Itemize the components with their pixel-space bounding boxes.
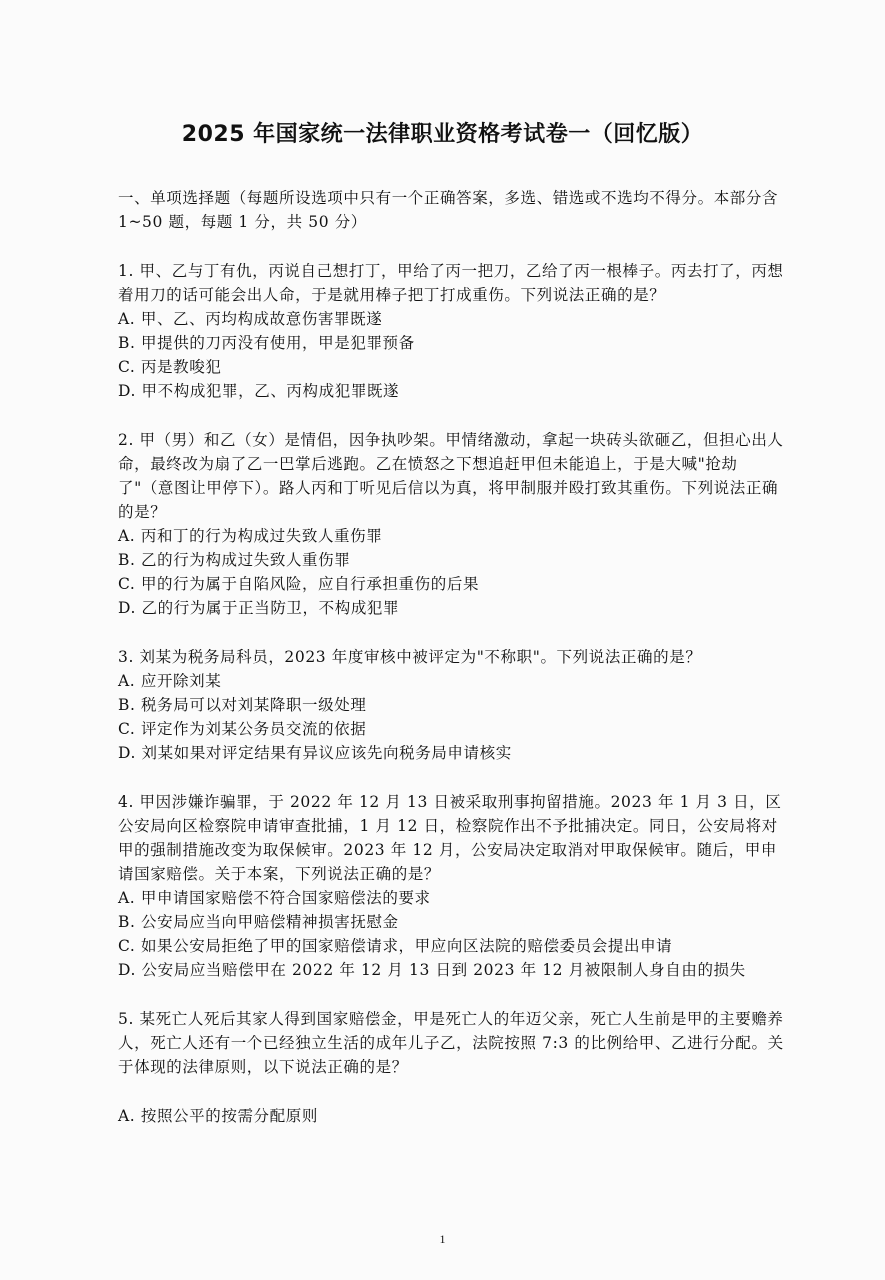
option-c: C. 如果公安局拒绝了甲的国家赔偿请求，甲应向区法院的赔偿委员会提出申请 — [118, 937, 673, 955]
option-d: D. 甲不构成犯罪，乙、丙构成犯罪既遂 — [118, 382, 400, 400]
option-a: A. 按照公平的按需分配原则 — [118, 1107, 318, 1125]
question-stem: 3. 刘某为税务局科员，2023 年度审核中被评定为"不称职"。下列说法正确的是？ — [118, 648, 702, 666]
option-b: B. 公安局应当向甲赔偿精神损害抚慰金 — [118, 913, 399, 931]
option-a: A. 丙和丁的行为构成过失致人重伤罪 — [118, 527, 383, 545]
option-a: A. 应开除刘某 — [118, 672, 222, 690]
question-stem: 5. 某死亡人死后其家人得到国家赔偿金，甲是死亡人的年迈父亲，死亡人生前是甲的主要赡养人，死亡人还有一个已经独立生活的成年儿子乙，法院按照 7:3 的比例给甲、乙进行分配。关于体现的法律原则，以下说法正确的是？ — [118, 1010, 784, 1076]
option-d: D. 刘某如果对评定结果有异议应该先向税务局申请核实 — [118, 744, 512, 762]
question-2 — [118, 428, 786, 620]
option-d: D. 乙的行为属于正当防卫，不构成犯罪 — [118, 599, 400, 617]
option-a: A. 甲、乙、丙均构成故意伤害罪既遂 — [118, 310, 383, 328]
option-b: B. 甲提供的刀丙没有使用，甲是犯罪预备 — [118, 334, 415, 352]
option-b: B. 税务局可以对刘某降职一级处理 — [118, 696, 367, 714]
option-c: C. 评定作为刘某公务员交流的依据 — [118, 720, 367, 738]
section-intro: 一、单项选择题（每题所设选项中只有一个正确答案，多选、错选或不选均不得分。本部分含 1~50 题，每题 1 分，共 50 分） — [118, 189, 779, 231]
option-d: D. 公安局应当赔偿甲在 2022 年 12 月 13 日到 2023 年 12 月被限制人身自由的损失 — [118, 961, 746, 979]
option-c: C. 丙是教唆犯 — [118, 358, 222, 376]
document-body — [118, 186, 786, 1153]
option-a: A. 甲申请国家赔偿不符合国家赔偿法的要求 — [118, 889, 431, 907]
page-number: 1 — [439, 1232, 446, 1246]
question-stem: 1. 甲、乙与丁有仇，丙说自己想打丁，甲给了丙一把刀，乙给了丙一根棒子。丙去打了，丙想着用刀的话可能会出人命，于是就用棒子把丁打成重伤。下列说法正确的是？ — [118, 262, 784, 304]
question-1 — [118, 259, 786, 403]
option-c: C. 甲的行为属于自陷风险，应自行承担重伤的后果 — [118, 575, 480, 593]
option-b: B. 乙的行为构成过失致人重伤罪 — [118, 551, 351, 569]
question-stem: 2. 甲（男）和乙（女）是情侣，因争执吵架。甲情绪激动，拿起一块砖头欲砸乙，但担心出人命，最终改为扇了乙一巴掌后逃跑。乙在愤怒之下想追赶甲但未能追上，于是大喊"抢劫了"（意图让甲停下）。路人丙和丁听见后信以为真，将甲制服并殴打致其重伤。下列说法正确的是？ — [118, 431, 784, 521]
question-5 — [118, 1007, 786, 1128]
question-3 — [118, 645, 786, 765]
question-4 — [118, 790, 786, 982]
question-stem: 4. 甲因涉嫌诈骗罪，于 2022 年 12 月 13 日被采取刑事拘留措施。2023 年 1 月 3 日，区公安局向区检察院申请审查批捕，1 月 12 日，检察院作出不予批捕决定。同日，公安局将对甲的强制措施改变为取保候审。2023 年 12 月，公安局决定取消对甲取保候审。随后，甲申请国家赔偿。关于本案，下列说法正确的是？ — [118, 793, 782, 883]
document-title: 2025 年国家统一法律职业资格考试卷一（回忆版） — [181, 122, 704, 147]
